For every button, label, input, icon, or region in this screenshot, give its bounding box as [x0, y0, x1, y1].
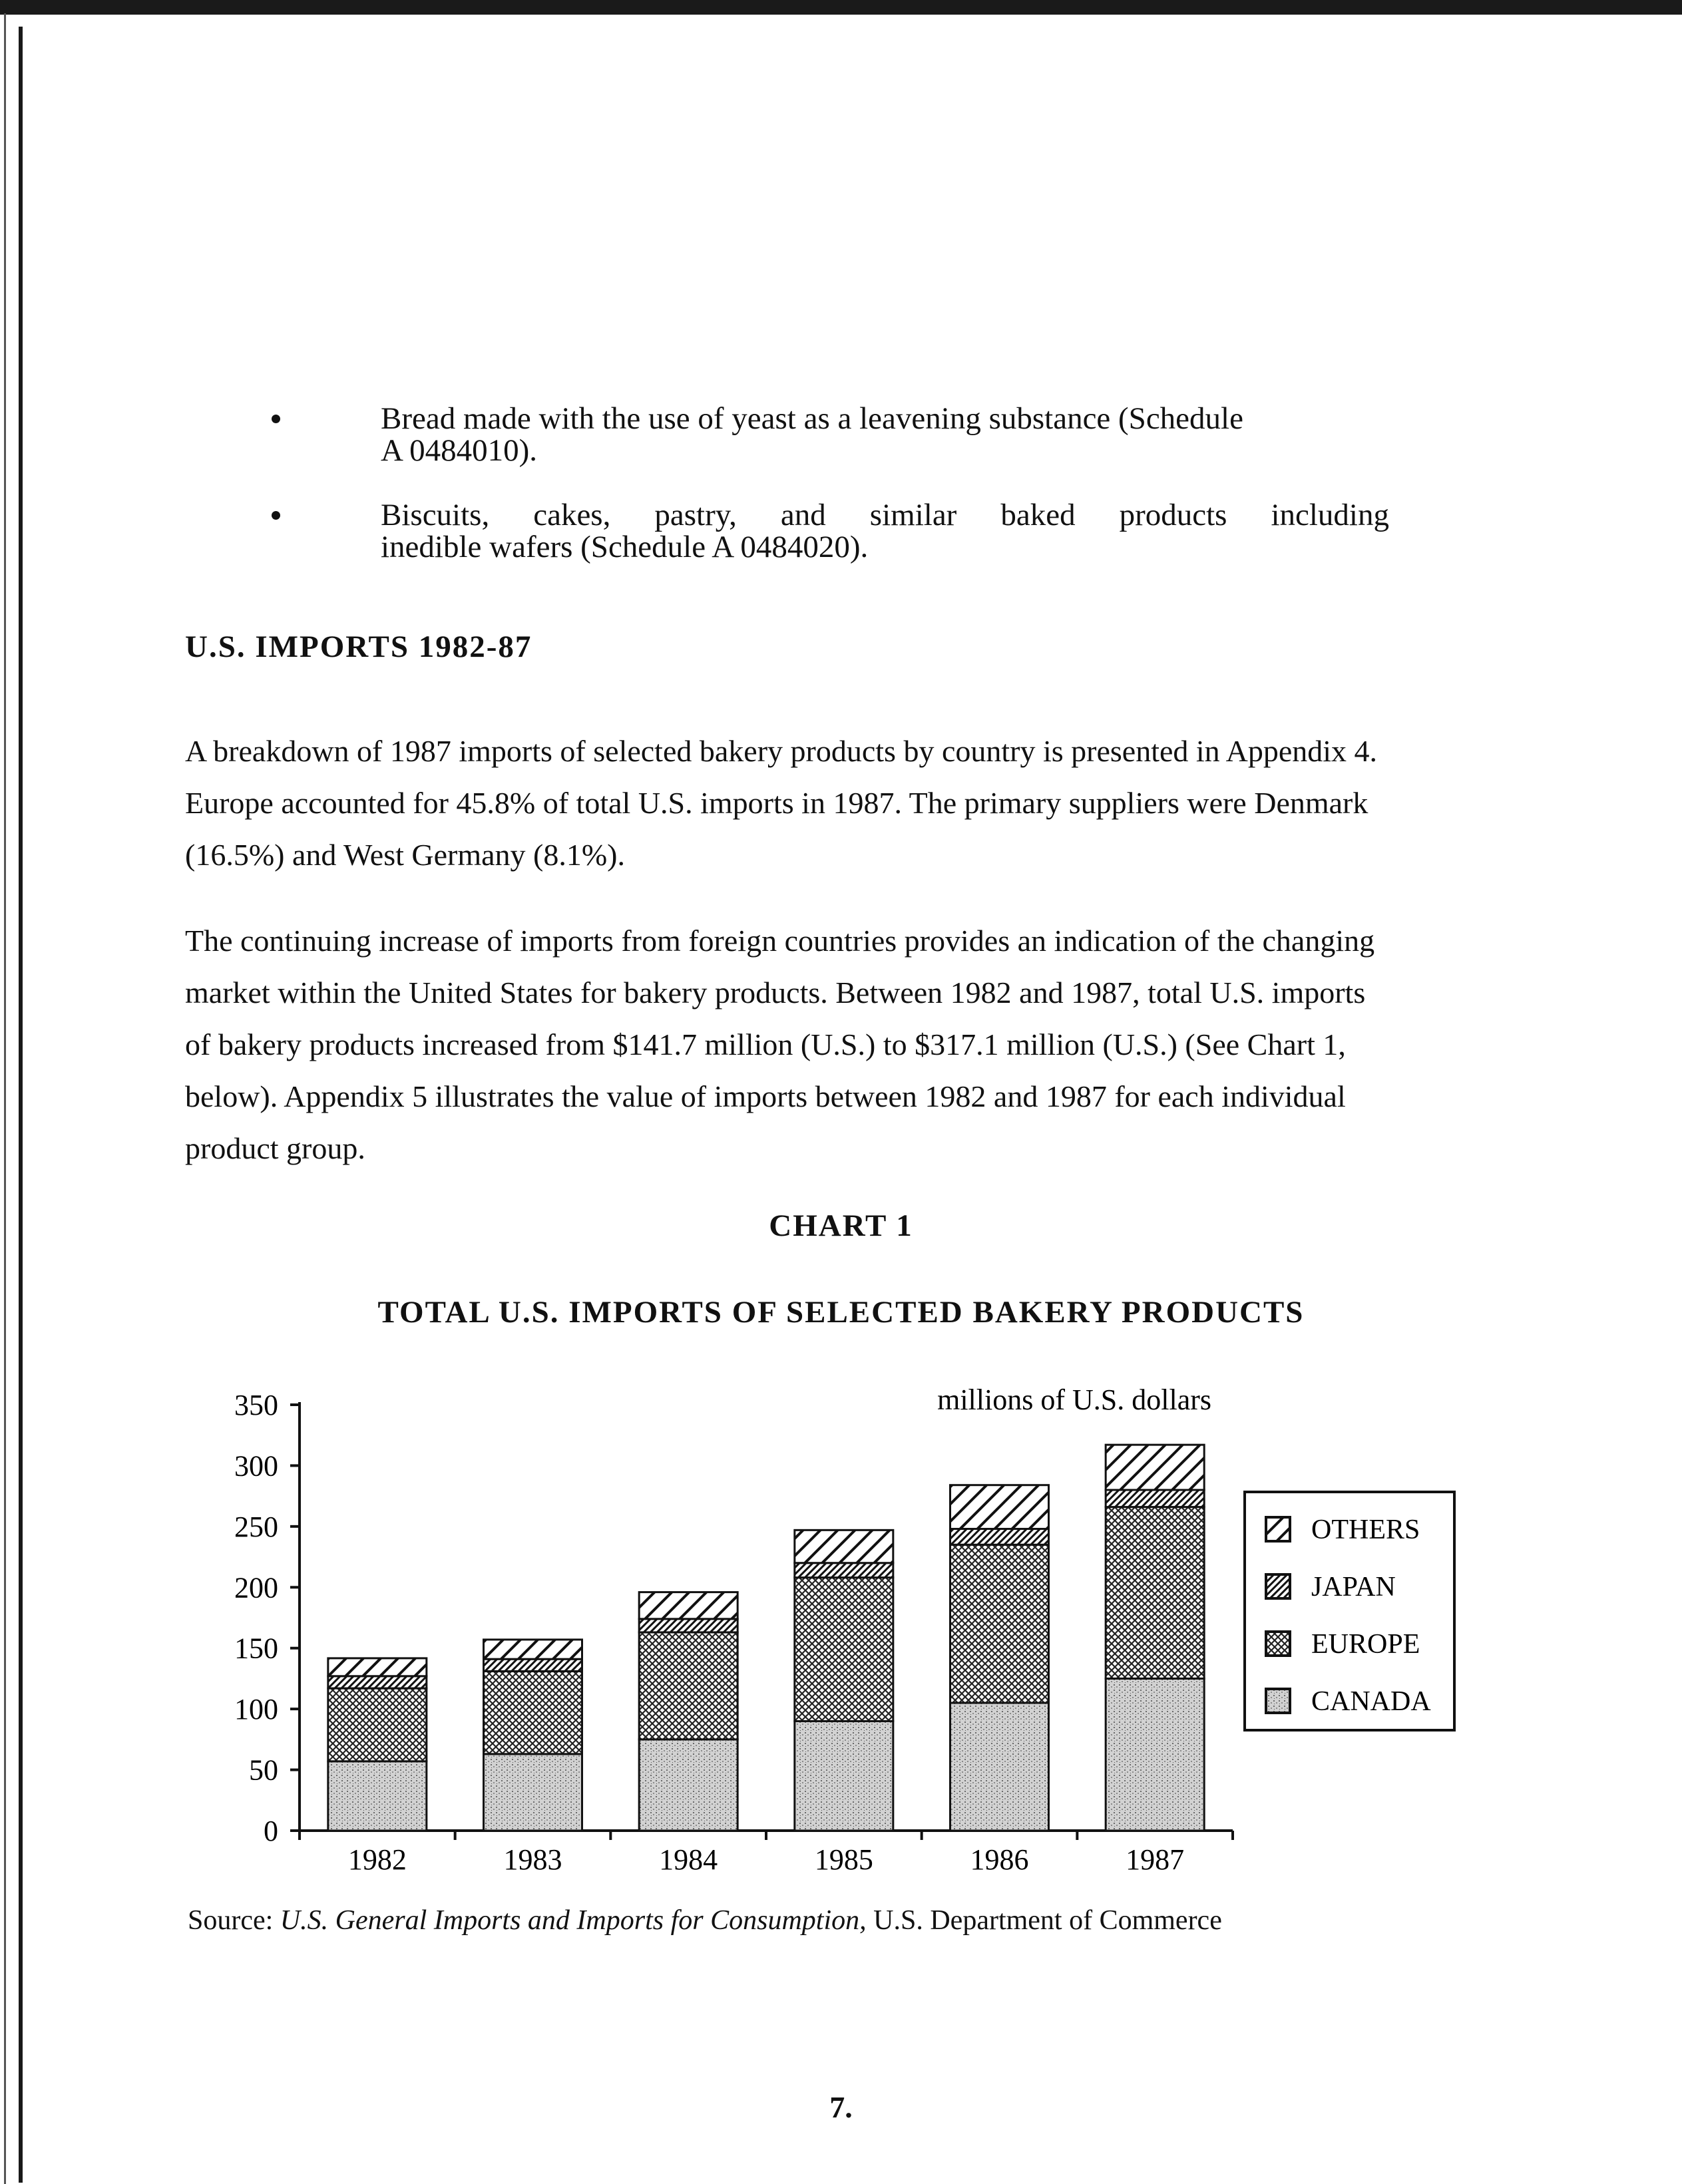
y-tick-label: 200: [234, 1571, 278, 1604]
stacked-bar-chart: [0, 1364, 1682, 1890]
bar-segment-others-1987: [1106, 1445, 1204, 1490]
x-tick-label: 1983: [503, 1843, 562, 1876]
bar-segment-others-1983: [484, 1640, 582, 1659]
y-tick-label: 0: [264, 1815, 278, 1847]
section-heading: U.S. IMPORTS 1982-87: [185, 630, 532, 664]
y-tick-label: 100: [234, 1693, 278, 1726]
legend-label-europe: EUROPE: [1311, 1629, 1420, 1660]
bar-segment-others-1982: [328, 1658, 427, 1676]
bar-segment-others-1985: [795, 1530, 893, 1562]
bar-segment-japan-1985: [795, 1563, 893, 1578]
bullet-dot: [272, 415, 280, 423]
bar-segment-japan-1984: [639, 1619, 737, 1632]
paragraph-line: product group.: [185, 1131, 365, 1165]
bar-segment-japan-1987: [1106, 1490, 1204, 1507]
bar-segment-europe-1985: [795, 1578, 893, 1722]
source-note: [188, 1905, 1222, 1936]
legend-label-canada: CANADA: [1311, 1686, 1431, 1717]
bar-segment-canada-1985: [795, 1721, 893, 1831]
legend-swatch-canada: [1266, 1689, 1290, 1713]
paragraph-line: A breakdown of 1987 imports of selected bakery products by country is presented in Appendix 4.: [185, 734, 1378, 768]
bar-segment-canada-1982: [328, 1761, 427, 1831]
bullet-text: [381, 403, 1389, 466]
bullet-dot: [272, 511, 280, 520]
scan-top-edge: [0, 0, 1682, 15]
bullet-line: Bread made with the use of yeast as a leavening substance (Schedule: [381, 401, 1243, 436]
bar-segment-europe-1986: [950, 1545, 1049, 1703]
chart-label: CHART 1: [769, 1208, 913, 1243]
bar-segment-japan-1983: [484, 1659, 582, 1671]
chart-legend: [1245, 1492, 1454, 1730]
paragraph-breakdown: [185, 725, 1490, 881]
x-tick-label: 1984: [659, 1843, 718, 1876]
bar-segment-canada-1986: [950, 1703, 1049, 1831]
bar-segment-canada-1984: [639, 1739, 737, 1831]
bar-segment-japan-1986: [950, 1529, 1049, 1545]
paragraph-line: (16.5%) and West Germany (8.1%).: [185, 838, 625, 872]
page-number: 7.: [829, 2090, 853, 2124]
x-tick-label: 1986: [970, 1843, 1029, 1876]
legend-label-others: OTHERS: [1311, 1515, 1420, 1545]
y-tick-label: 150: [234, 1632, 278, 1665]
bullet-line: inedible wafers (Schedule A 0484020).: [381, 530, 869, 564]
bar-segment-canada-1987: [1106, 1678, 1204, 1831]
y-tick-label: 250: [234, 1510, 278, 1543]
bar-segment-europe-1984: [639, 1632, 737, 1739]
legend-swatch-europe: [1266, 1632, 1290, 1656]
source-title: U.S. General Imports and Imports for Consumption,: [280, 1905, 867, 1936]
chart-title: TOTAL U.S. IMPORTS OF SELECTED BAKERY PRODUCTS: [377, 1295, 1305, 1330]
bar-segment-europe-1983: [484, 1671, 582, 1753]
paragraph-line: The continuing increase of imports from foreign countries provides an indication of the changing: [185, 924, 1375, 958]
bar-segment-japan-1982: [328, 1676, 427, 1688]
source-suffix: U.S. Department of Commerce: [866, 1905, 1222, 1936]
bar-segment-others-1986: [950, 1485, 1049, 1529]
y-tick-label: 300: [234, 1449, 278, 1483]
legend-swatch-others: [1266, 1517, 1290, 1541]
paragraph-line: below). Appendix 5 illustrates the value of imports between 1982 and 1987 for each individual: [185, 1079, 1346, 1113]
legend-swatch-japan: [1266, 1574, 1290, 1598]
y-tick-label: 350: [234, 1389, 278, 1421]
paragraph-increase: [185, 915, 1490, 1175]
paragraph-line: market within the United States for bakery products. Between 1982 and 1987, total U.S. imports: [185, 976, 1366, 1009]
bullet-line: Biscuits, cakes, pastry, and similar baked products including: [381, 498, 1389, 532]
paragraph-line: Europe accounted for 45.8% of total U.S. imports in 1987. The primary suppliers were Denmark: [185, 786, 1368, 820]
x-tick-label: 1985: [814, 1843, 873, 1876]
bullet-line: A 0484010).: [381, 433, 537, 468]
y-tick-label: 50: [249, 1753, 278, 1787]
legend-label-japan: JAPAN: [1311, 1572, 1396, 1602]
paragraph-line: of bakery products increased from $141.7 million (U.S.) to $317.1 million (U.S.) (See Chart 1,: [185, 1027, 1346, 1061]
bar-segment-canada-1983: [484, 1754, 582, 1831]
bar-segment-europe-1987: [1106, 1507, 1204, 1679]
bar-segment-others-1984: [639, 1592, 737, 1619]
bullet-text: [381, 499, 1389, 563]
source-prefix: Source:: [188, 1905, 280, 1936]
unit-label: millions of U.S. dollars: [937, 1383, 1211, 1416]
x-tick-label: 1987: [1126, 1843, 1185, 1876]
x-tick-label: 1982: [347, 1843, 407, 1876]
bar-segment-europe-1982: [328, 1688, 427, 1761]
